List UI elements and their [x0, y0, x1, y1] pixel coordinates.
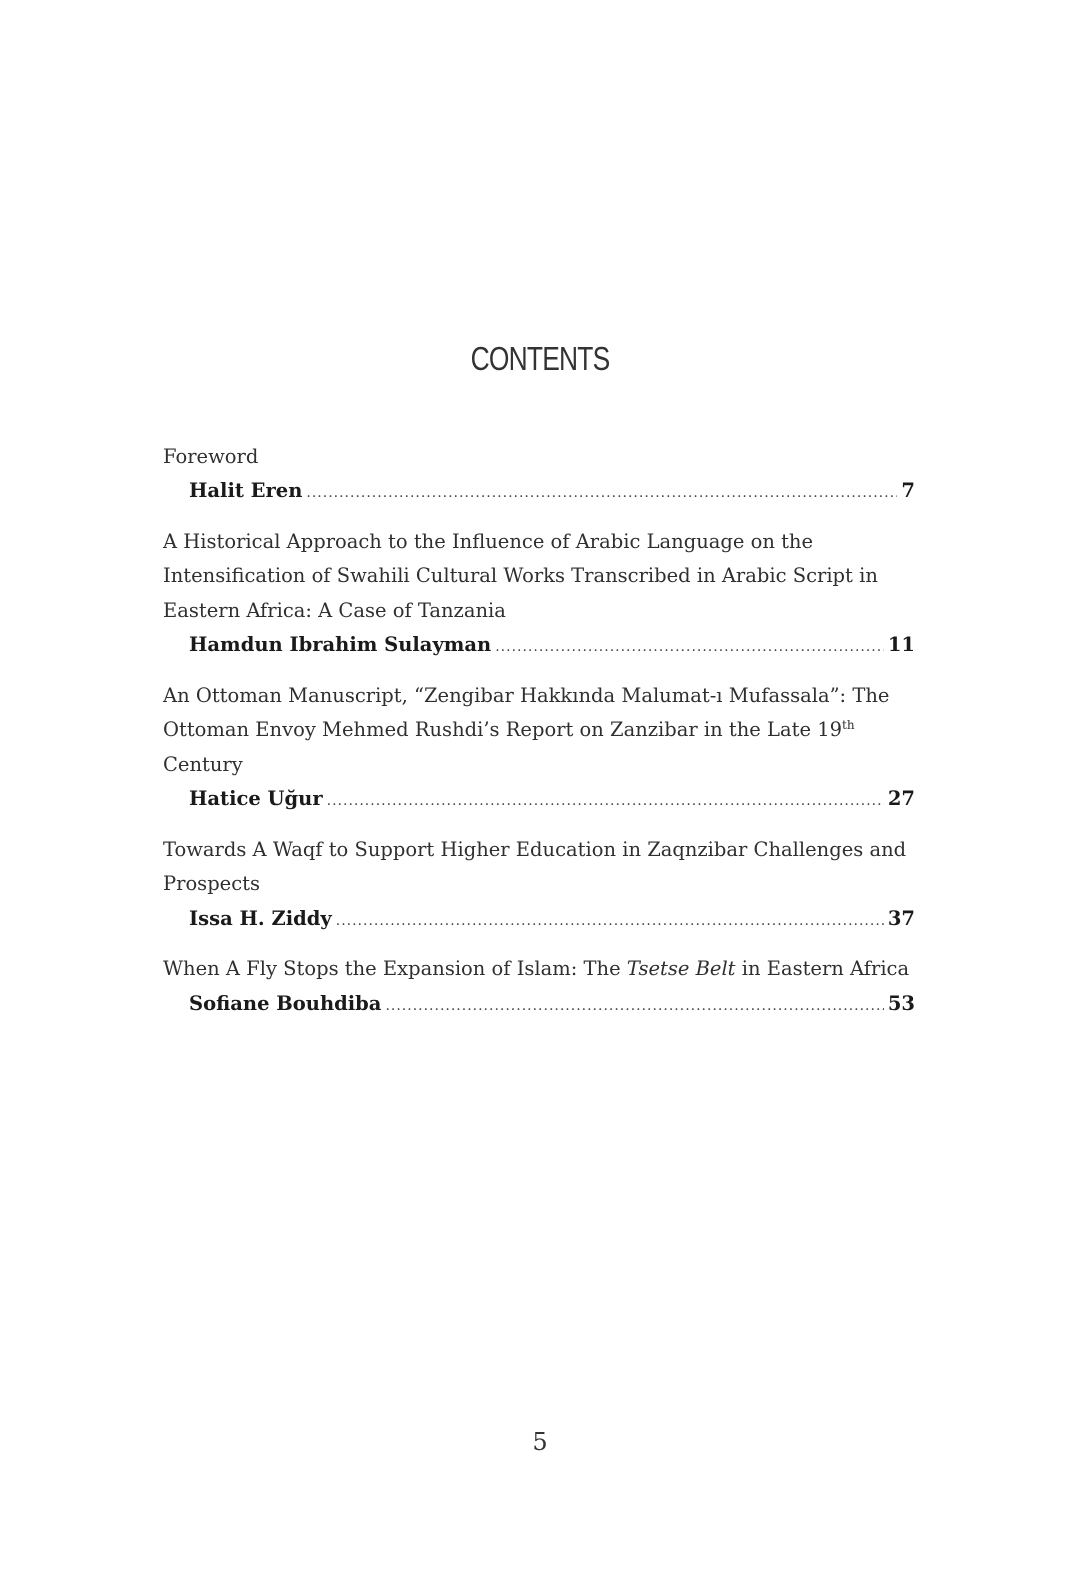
entry-author: Issa H. Ziddy [189, 906, 332, 930]
entry-title: Foreword [163, 445, 259, 468]
entry-title-part: An Ottoman Manuscript, “Zengibar Hakkında Malumat-ı Mufassala”: The Ottoman Envoy Mehmed Rushdi’s Report on Zanzibar in the Late 19 [163, 683, 890, 741]
entry-author: Halit Eren [189, 479, 303, 502]
entry-title: A Historical Approach to the Influence of Arabic Language on the Intensification of Swahili Cultural Works Transcribed in Arabic Script in Eastern Africa: A Case of Tanzania [163, 529, 878, 622]
entry-title-superscript: th [842, 718, 855, 732]
page-number: 5 [532, 1428, 548, 1456]
entry-author: Hamdun Ibrahim Sulayman [189, 633, 492, 656]
entry-title [163, 952, 915, 987]
entry-title-part: Century [163, 752, 243, 776]
entry-title [163, 679, 915, 783]
entry-page-number: 11 [887, 633, 915, 656]
entry-author-row [163, 628, 915, 665]
dot-leader [327, 784, 884, 819]
entry-title: Towards A Waqf to Support Higher Education in Zaqnzibar Challenges and Prospects [163, 837, 907, 895]
page-title: CONTENTS [470, 340, 610, 377]
entry-author-row [163, 782, 915, 819]
toc-entry-waqf [163, 833, 915, 939]
entry-title-part: in Eastern Africa [735, 957, 910, 980]
toc-entry-foreword [163, 440, 915, 511]
entry-author-row [163, 474, 915, 511]
entry-page-number: 7 [901, 479, 915, 502]
entry-author: Hatice Uğur [189, 787, 323, 810]
entry-page-number: 27 [887, 787, 915, 810]
toc-entry-tsetse-belt [163, 952, 915, 1023]
entry-title-part: When A Fly Stops the Expansion of Islam: The [163, 957, 627, 980]
entry-author: Sofiane Bouhdiba [189, 991, 382, 1015]
entry-author-row [163, 902, 915, 939]
table-of-contents [163, 440, 915, 1037]
dot-leader [306, 476, 897, 511]
dot-leader [336, 904, 884, 939]
toc-entry-ottoman-manuscript [163, 679, 915, 819]
entry-author-row [163, 987, 915, 1024]
entry-page-number: 53 [887, 991, 915, 1015]
entry-title-italic: Tsetse Belt [626, 957, 736, 980]
dot-leader [495, 630, 884, 665]
dot-leader [385, 989, 883, 1024]
toc-entry-arabic-swahili [163, 525, 915, 665]
entry-page-number: 37 [887, 906, 915, 930]
